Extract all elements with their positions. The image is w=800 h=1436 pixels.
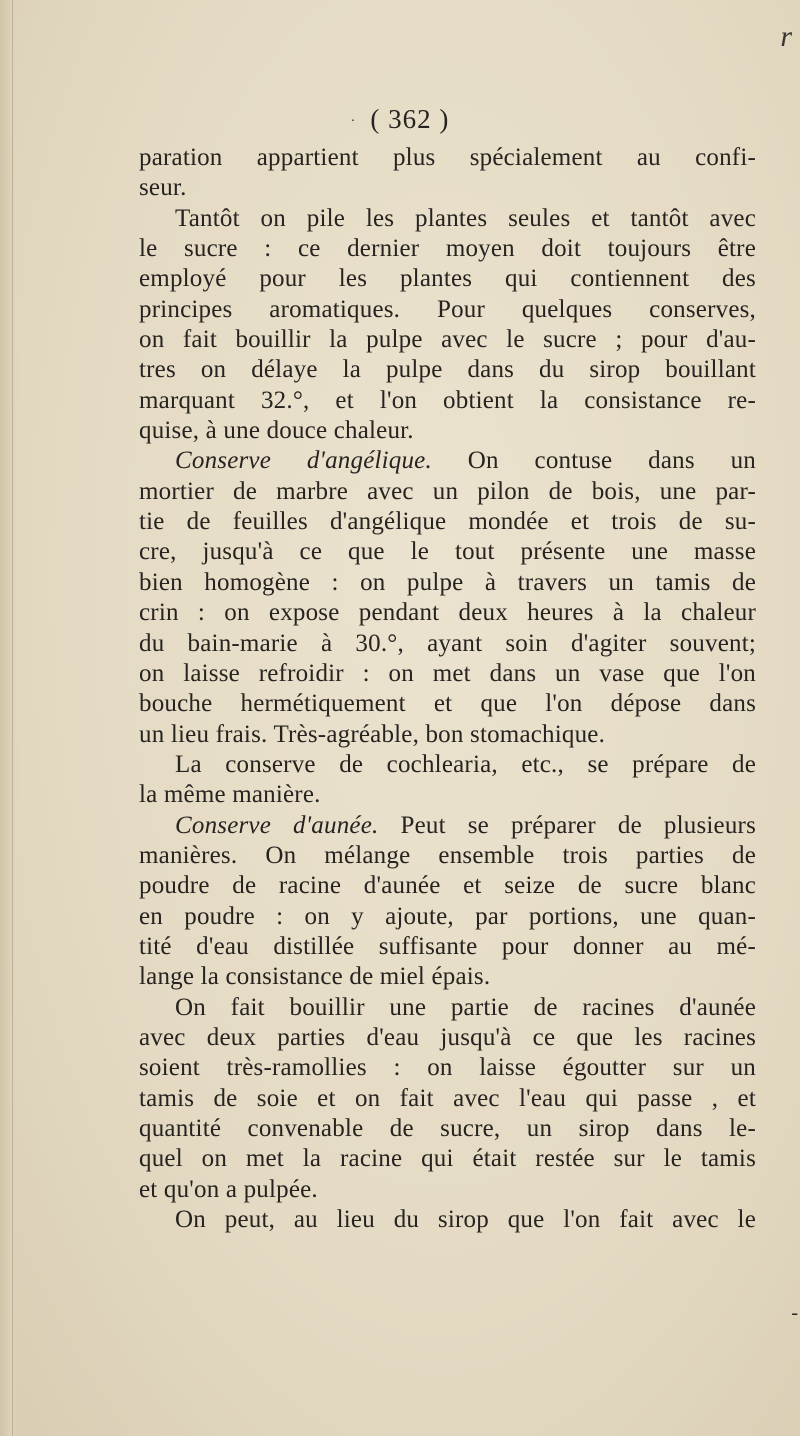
text-line: poudre de racine d'aunée et seize de sucre blanc	[139, 872, 756, 900]
page-gutter	[0, 0, 18, 1436]
page-header	[0, 104, 800, 135]
paragraph-start: La conserve de cochlearia, etc., se prépare de	[175, 750, 756, 778]
text-line: on laisse refroidir : on met dans un vase que l'on	[139, 659, 756, 687]
text-line: quise, à une douce chaleur.	[139, 417, 414, 445]
margin-mark: -	[791, 1302, 798, 1324]
text-line: avec deux parties d'eau jusqu'à ce que les racines	[139, 1023, 756, 1051]
text-line: on fait bouillir la pulpe avec le sucre ; pour d'au-	[139, 326, 756, 354]
text-line: paration appartient plus spécialement au confi-	[139, 144, 756, 171]
recipe-title: Conserve d'angélique.	[175, 447, 432, 475]
text-line: quantité convenable de sucre, un sirop dans le-	[139, 1115, 756, 1142]
corner-mark: r	[780, 20, 792, 53]
text-line: un lieu frais. Très-agréable, bon stomachique.	[139, 720, 606, 748]
recipe-title: Conserve d'aunée.	[175, 811, 379, 839]
paragraph-start: Conserve d'angélique. On contuse dans un	[175, 447, 756, 475]
paragraph-start: On peut, au lieu du sirop que l'on fait avec le	[175, 1206, 756, 1234]
text-line: bouche hermétiquement et que l'on dépose dans	[139, 690, 756, 718]
text-line: la même manière.	[139, 781, 321, 809]
text-line: bien homogène : on pulpe à travers un tamis de	[139, 568, 756, 596]
text-line: cre, jusqu'à ce que le tout présente une masse	[139, 538, 756, 566]
text-line: le sucre : ce dernier moyen doit toujours être	[139, 235, 756, 263]
text-line: crin : on expose pendant deux heures à la chaleur	[139, 599, 756, 627]
text-line: quel on met la racine qui était restée sur le tamis	[139, 1145, 756, 1173]
text-line: mortier de marbre avec un pilon de bois, une par-	[139, 477, 756, 505]
text-line: tamis de soie et on fait avec l'eau qui passe , et	[139, 1084, 756, 1112]
text-line: employé pour les plantes qui contiennent des	[139, 265, 756, 293]
text-line: seur.	[139, 174, 187, 202]
text-line: manières. On mélange ensemble trois parties de	[139, 841, 756, 869]
text-line: du bain-marie à 30.°, ayant soin d'agiter souvent;	[139, 629, 756, 657]
paragraph-start: On fait bouillir une partie de racines d'aunée	[175, 993, 756, 1021]
body-text	[139, 143, 756, 1235]
gutter-line	[12, 0, 13, 1436]
text-line: et qu'on a pulpée.	[139, 1175, 318, 1203]
text-line: en poudre : on y ajoute, par portions, une quan-	[139, 902, 756, 930]
paragraph-start: Conserve d'aunée. Peut se préparer de plusieurs	[175, 811, 756, 839]
paragraph-start: Tantôt on pile les plantes seules et tantôt avec	[175, 204, 756, 232]
text-line: tie de feuilles d'angélique mondée et trois de su-	[139, 508, 756, 536]
page-number: ( 362 )	[370, 104, 450, 134]
text-line: principes aromatiques. Pour quelques conserves,	[139, 295, 756, 323]
text-line: marquant 32.°, et l'on obtient la consistance re-	[139, 386, 756, 414]
text-line: tité d'eau distillée suffisante pour donner au mé-	[139, 932, 756, 960]
header-dot: ·	[350, 113, 357, 129]
text-line: tres on délaye la pulpe dans du sirop bouillant	[139, 356, 756, 384]
text-line: soient très-ramollies : on laisse égoutter sur un	[139, 1054, 756, 1082]
text-line: lange la consistance de miel épais.	[139, 963, 491, 991]
